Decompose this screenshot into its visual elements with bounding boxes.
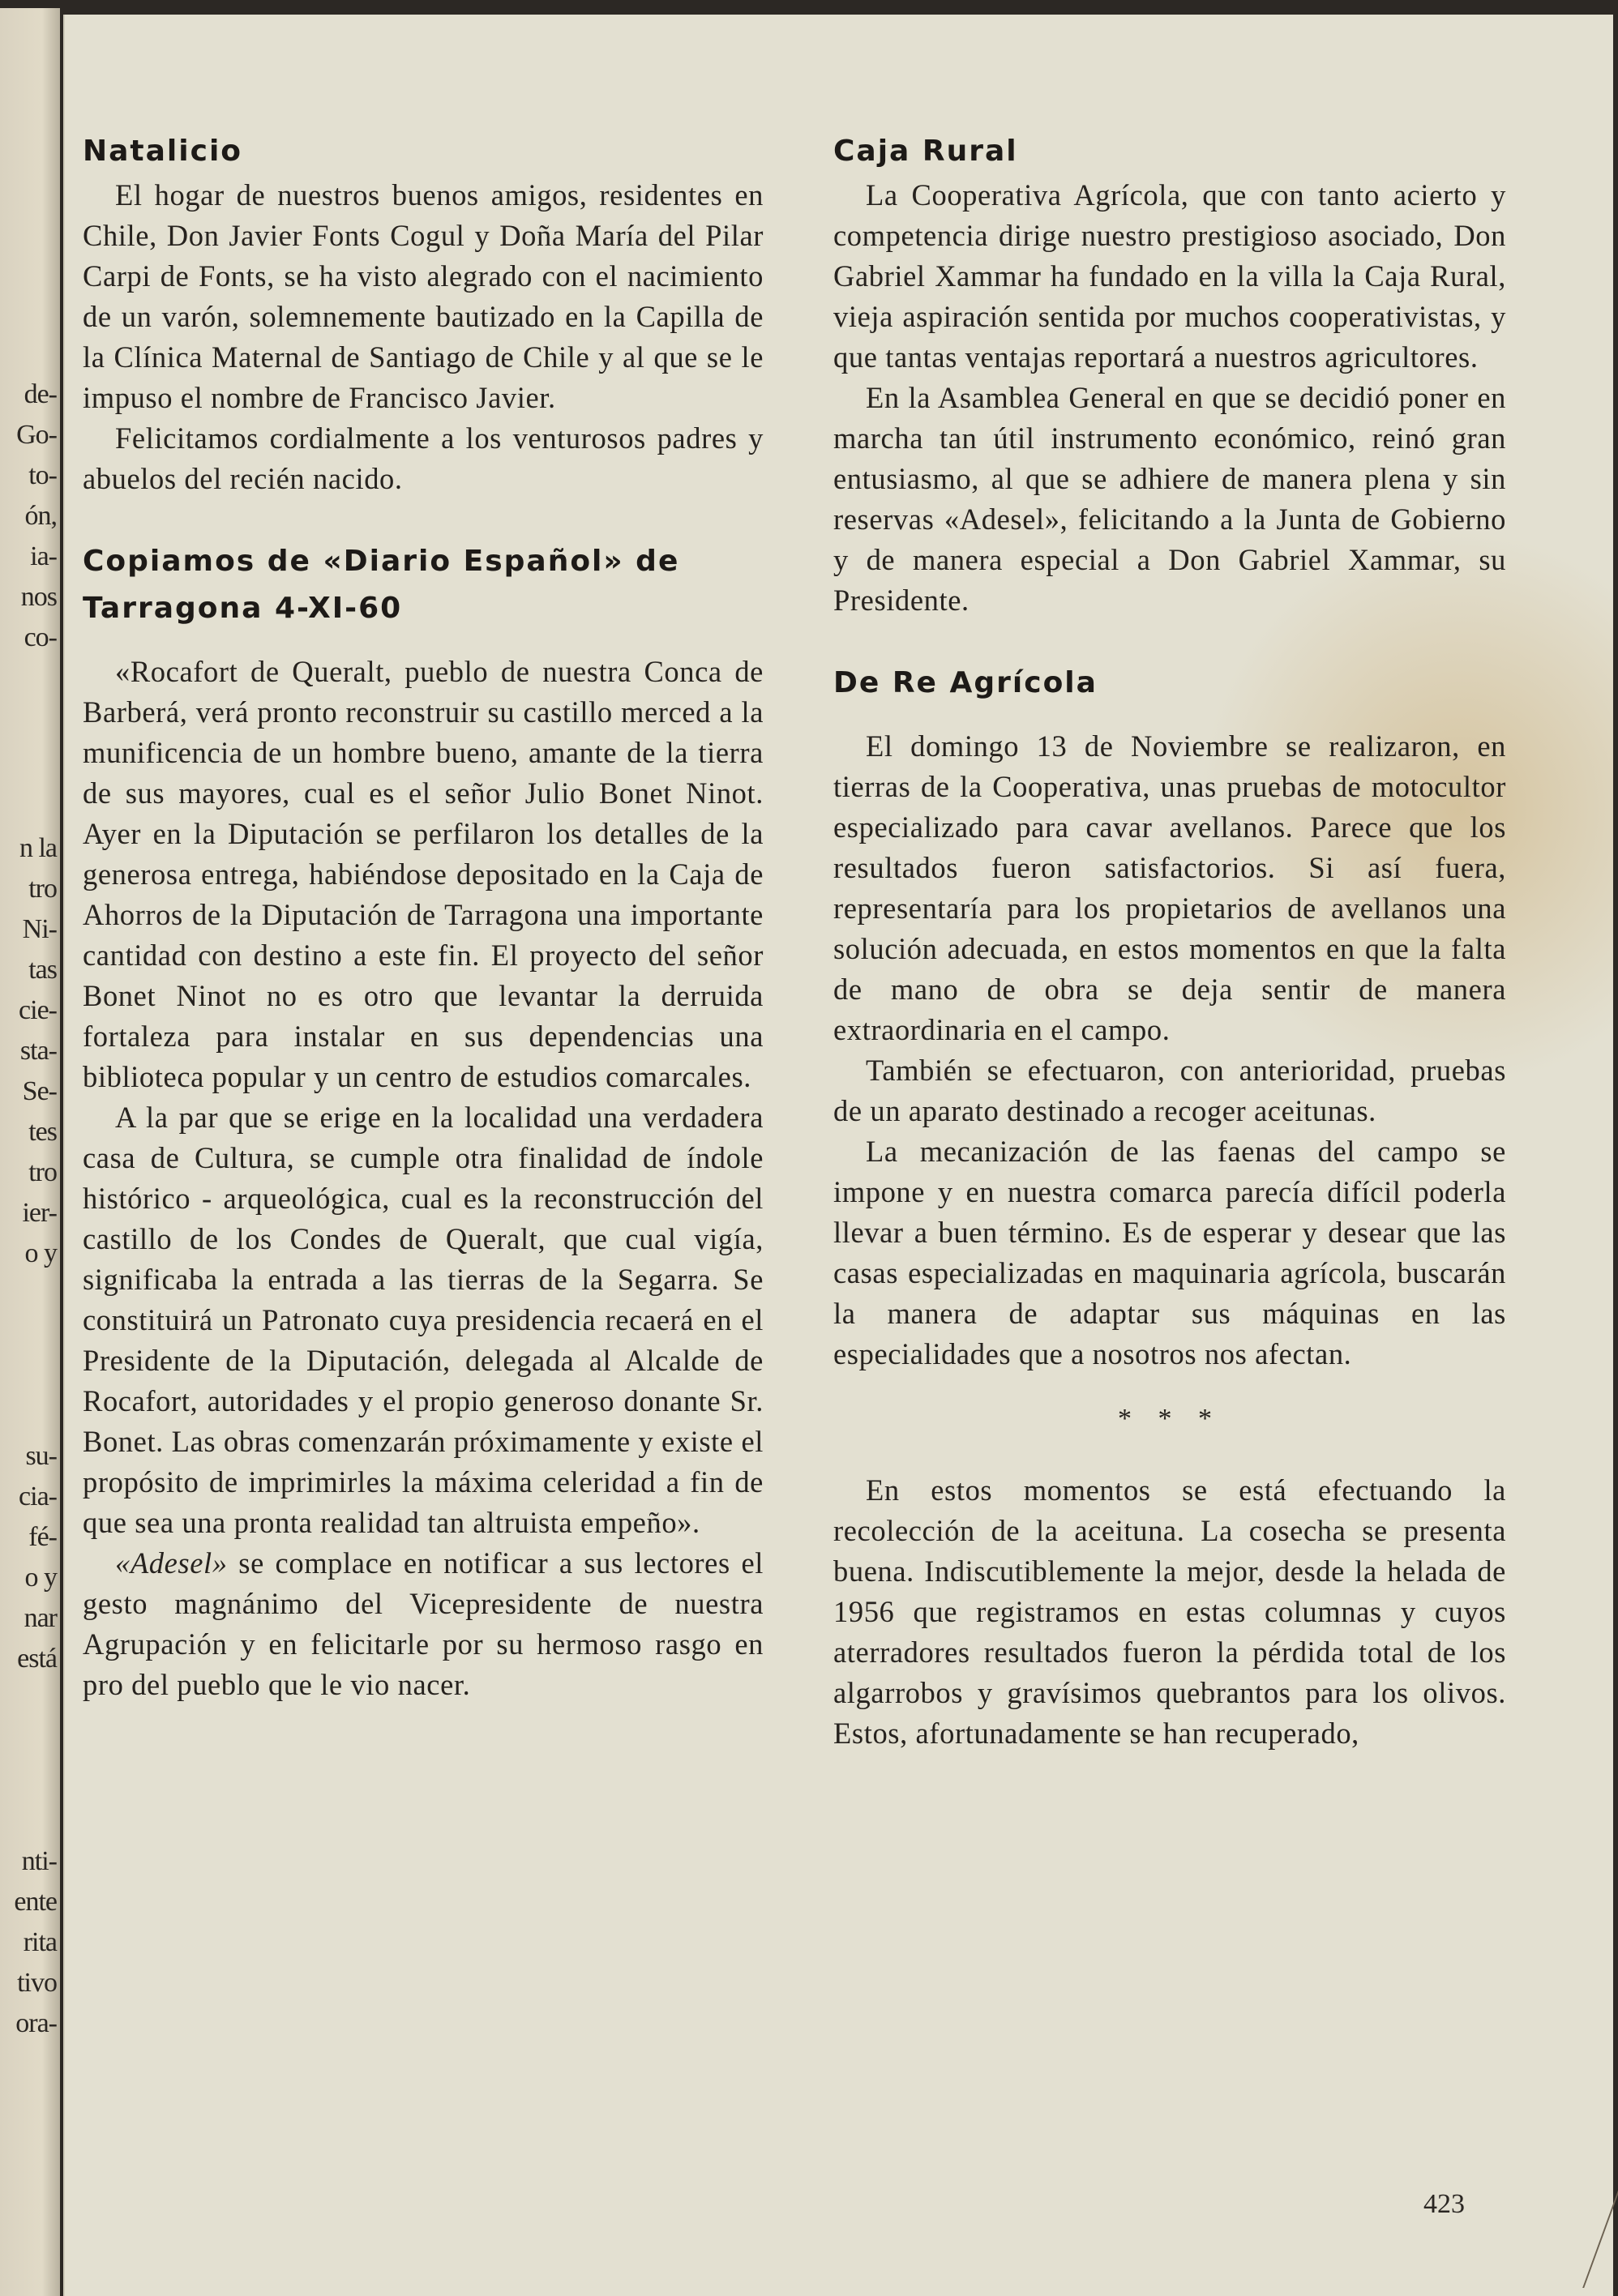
left-column [83,128,764,1705]
section-title-line: Copiamos de «Diario Español» de [83,545,680,578]
prev-fragment: tes [28,1117,57,1147]
paragraph-text: se complace en notificar a sus lectores el gesto magnánimo del Vicepresidente de nuestra Agrupación y en felicitarle por su hermoso rasgo en pro del pueblo que le vio nacer. [83,1546,764,1701]
page-corner-mark [1534,2191,1618,2288]
prev-fragment: cia- [19,1481,57,1511]
prev-fragment: ora- [15,2008,57,2038]
prev-fragment: nos [20,582,57,612]
paragraph: El hogar de nuestros buenos amigos, residentes en Chile, Don Javier Fonts Cogul y Doña María del Pilar Carpi de Fonts, se ha visto alegrado con el nacimiento de un varón, solemnemente bautizado en la Capilla de la Clínica Maternal de Santiago de Chile y al que se le impuso el nombre de Francisco Javier. [83,178,764,414]
prev-fragment: tro [28,874,57,904]
prev-fragment: fé- [28,1522,57,1552]
prev-fragment: tro [28,1157,57,1187]
prev-fragment: nar [24,1603,57,1633]
prev-fragment: to- [28,460,57,490]
prev-fragment: tivo [17,1968,57,1998]
prev-fragment: tas [28,955,57,985]
paragraph: «Rocafort de Queralt, pueblo de nuestra Conca de Barberá, verá pronto reconstruir su castillo merced a la munificencia de un hombre bueno, amante de la tierra de sus mayores, cual es el señor Julio Bonet Ninot. Ayer en la Diputación se perfilaron los detalles de la generosa entrega, habiéndose depositado en la Caja de Ahorros de la Diputación de Tarragona una importante cantidad con destino a este fin. El proyecto del señor Bonet Ninot no es otro que levantar la derruida fortaleza para instalar en sus dependencias una biblioteca popular y un centro de estudios comarcales. [83,655,764,1093]
paragraph: En estos momentos se está efectuando la recolección de la aceituna. La cosecha se presenta buena. Indiscutiblemente la mejor, desde la helada de 1956 que registramos en estas columnas y cuyos aterradores resultados fueron la pérdida total de los algarrobos y gravísimos quebrantos para los olivos. Estos, afortunadamente se han recuperado, [833,1473,1506,1750]
prev-fragment: sta- [19,1036,57,1066]
section-title-caja-rural: Caja Rural [833,135,1018,168]
previous-page-edge [0,8,60,2296]
prev-fragment: de- [24,379,57,409]
paragraph: El domingo 13 de Noviembre se realizaron, en tierras de la Cooperativa, unas pruebas de motocultor especializado para cavar avellanos. Parece que los resultados fueron satisfactorios. Si así fuera, representaría para los propietarios de avellanos una solución adecuada, en estos momentos en que la falta de mano de obra se deja sentir de manera extraordinaria en el campo. [833,729,1506,1046]
paragraph: También se efectuaron, con anterioridad, pruebas de un aparato destinado a recoger aceitunas. [833,1054,1506,1127]
paragraph: A la par que se erige en la localidad una verdadera casa de Cultura, se cumple otra finalidad de índole histórico - arqueológica, cual es la reconstrucción del castillo de los Condes de Queralt, que cual vigía, significaba la entrada a las tierras de la Segarra. Se constituirá un Patronato cuya presidencia recaerá en el Presidente de la Diputación, delegada al Alcalde de Rocafort, autoridades y el propio generoso donante Sr. Bonet. Las obras comenzarán próximamente y existe el propósito de imprimirles la máxima celeridad a fin de que sea una pronta realidad tan altruista empeño». [83,1101,764,1539]
right-column [833,128,1506,1754]
prev-fragment: ia- [30,541,57,571]
paragraph: Felicitamos cordialmente a los venturosos padres y abuelos del recién nacido. [83,421,764,495]
prev-fragment: Se- [22,1076,57,1106]
prev-fragment: nti- [21,1846,57,1876]
prev-fragment: ón, [24,501,57,531]
section-title-line: Tarragona 4-XI-60 [83,592,403,625]
publication-name: «Adesel» [115,1546,228,1580]
prev-fragment: Go- [16,420,57,450]
section-title-re-agricola: De Re Agrícola [833,666,1098,699]
prev-fragment: Ni- [22,914,57,944]
prev-fragment: rita [23,1927,57,1957]
prev-fragment: está [17,1644,57,1674]
prev-fragment: cie- [19,995,57,1025]
prev-fragment: n la [19,833,57,863]
prev-fragment: ier- [22,1198,57,1228]
paragraph: La mecanización de las faenas del campo se impone y en nuestra comarca parecía difícil poderla llevar a buen término. Es de esperar y desear que las casas especializadas en maquinaria agrícola, buscarán la manera de adaptar sus máquinas en las especialidades que a nosotros nos afectan. [833,1135,1506,1370]
magazine-page [63,15,1613,2296]
paragraph: En la Asamblea General en que se decidió poner en marcha tan útil instrumento económico, reinó gran entusiasmo, al que se adhiere de manera plena y sin reservas «Adesel», felicitando a la Junta de Gobierno y de manera especial a Don Gabriel Xammar, su Presidente. [833,381,1506,617]
section-separator: * * * [1118,1404,1222,1434]
prev-fragment: o y [24,1563,57,1593]
paragraph [83,1543,764,1705]
prev-fragment: co- [24,622,57,652]
prev-fragment: ente [14,1887,57,1917]
prev-fragment: o y [24,1238,57,1268]
prev-fragment: su- [25,1441,57,1471]
section-title-copiamos [83,538,764,632]
paragraph: La Cooperativa Agrícola, que con tanto acierto y competencia dirige nuestro prestigioso asociado, Don Gabriel Xammar ha fundado en la villa la Caja Rural, vieja aspiración sentida por muchos cooperativistas, y que tantas ventajas reportará a nuestros agricultores. [833,178,1506,374]
page-number: 423 [1423,2189,1465,2219]
section-title-natalicio: Natalicio [83,135,243,168]
